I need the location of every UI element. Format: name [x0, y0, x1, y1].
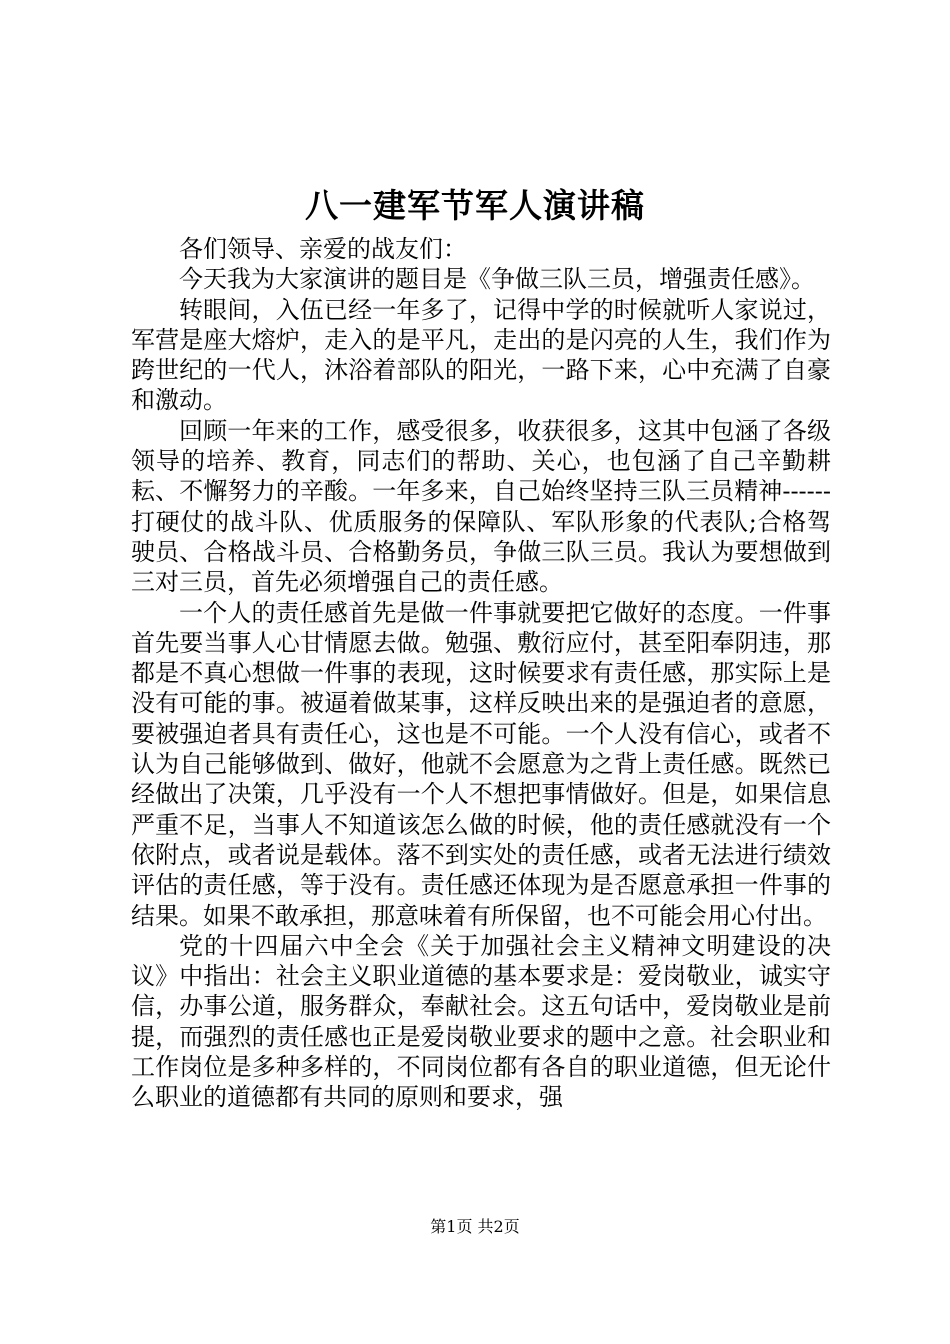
document-title: 八一建军节军人演讲稿 — [305, 186, 645, 225]
body-paragraph: 党的十四届六中全会《关于加强社会主义精神文明建设的决议》中指出：社会主义职业道德的基本要求是：爱岗敬业，诚实守信，办事公道，服务群众，奉献社会。这五句话中，爱岗敬业是前提，而强烈的责任感也正是爱岗敬业要求的题中之意。社会职业和工作岗位是多种多样的，不同岗位都有各自的职业道德，但无论什么职业的道德都有共同的原则和要求，强 — [131, 931, 831, 1112]
body-paragraph: 一个人的责任感首先是做一件事就要把它做好的态度。一件事首先要当事人心甘情愿去做。勉强、敷衍应付，甚至阳奉阴违，那都是不真心想做一件事的表现，这时候要求有责任感，那实际上是没有可能的事。被逼着做某事，这样反映出来的是强迫者的意愿，要被强迫者具有责任心，这也是不可能。一个人没有信心，或者不认为自己能够做到、做好，他就不会愿意为之背上责任感。既然已经做出了决策，几乎没有一个人不想把事情做好。但是，如果信息严重不足，当事人不知道该怎么做的时候，他的责任感就没有一个依附点，或者说是载体。落不到实处的责任感，或者无法进行绩效评估的责任感，等于没有。责任感还体现为是否愿意承担一件事的结果。如果不敢承担，那意味着有所保留，也不可能会用心付出。 — [131, 598, 831, 930]
body-paragraph: 回顾一年来的工作，感受很多，收获很多，这其中包涵了各级领导的培养、教育，同志们的帮助、关心，也包涵了自己辛勤耕耘、不懈努力的辛酸。一年多来，自己始终坚持三队三员精神------打硬仗的战斗队、优质服务的保障队、军队形象的代表队;合格驾驶员、合格战斗员、合格勤务员，争做三队三员。我认为要想做到三对三员，首先必须增强自己的责任感。 — [131, 416, 831, 597]
document-body — [131, 234, 831, 1113]
salutation-paragraph: 各们领导、亲爱的战友们： — [179, 235, 467, 263]
body-paragraph: 转眼间，入伍已经一年多了，记得中学的时候就听人家说过，军营是座大熔炉，走入的是平凡，走出的是闪亮的人生，我们作为跨世纪的一代人，沐浴着部队的阳光，一路下来，心中充满了自豪和激动。 — [131, 295, 831, 415]
page-number-footer: 第1页 共2页 — [430, 1217, 520, 1236]
topic-paragraph: 今天我为大家演讲的题目是《争做三队三员，增强责任感》。 — [179, 265, 815, 294]
